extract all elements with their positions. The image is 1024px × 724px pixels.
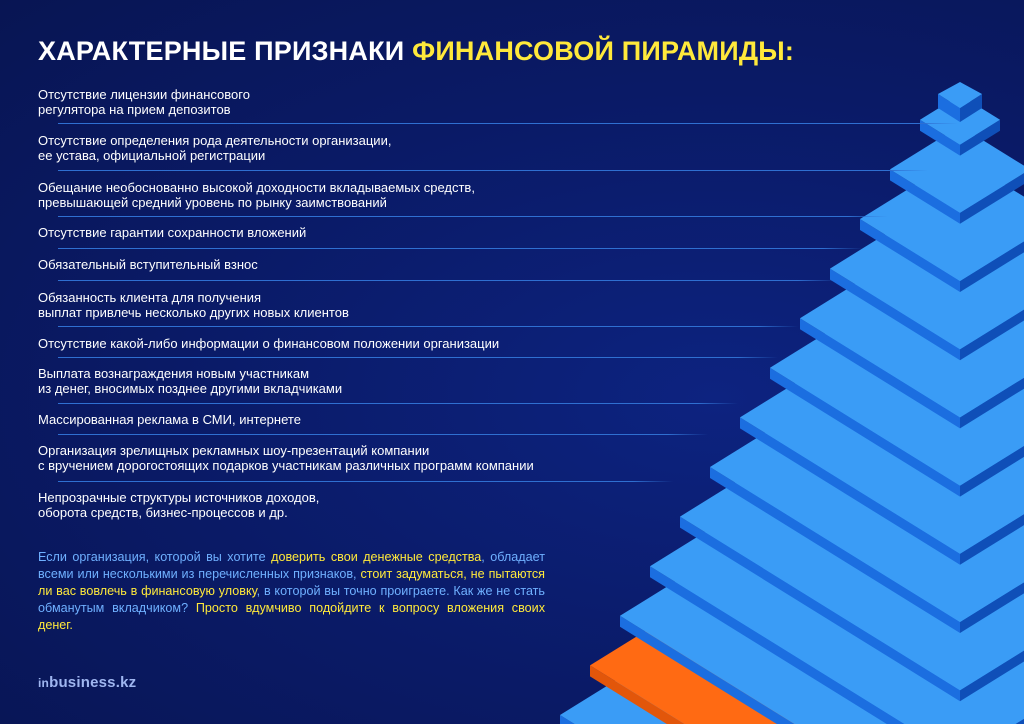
sign-item-4: Отсутствие гарантии сохранности вложений xyxy=(38,225,307,240)
sign-item-5: Обязательный вступительный взнос xyxy=(38,257,258,272)
divider xyxy=(58,403,698,404)
sign-item-3: Обещание необоснованно высокой доходности вкладываемых средств, превышающей средний уровень по рынку заимствований xyxy=(38,180,475,210)
sign-item-7: Отсутствие какой-либо информации о финансовом положении организации xyxy=(38,336,500,351)
sign-item-6: Обязанность клиента для получения выплат привлечь несколько других новых клиентов xyxy=(38,290,349,320)
divider xyxy=(58,280,798,281)
logo-name: business.kz xyxy=(49,674,137,691)
page-title xyxy=(38,36,794,67)
sign-item-1: Отсутствие лицензии финансового регулятора на прием депозитов xyxy=(38,87,250,117)
sign-item-10: Организация зрелищных рекламных шоу-презентаций компании с вручением дорогостоящих подарков участникам различных программ компании xyxy=(38,443,534,473)
title-highlight-part: ФИНАНСОВОЙ ПИРАМИДЫ: xyxy=(412,36,795,66)
sign-item-9: Массированная реклама в СМИ, интернете xyxy=(38,412,301,427)
divider xyxy=(58,170,888,171)
site-logo xyxy=(38,674,136,691)
divider xyxy=(58,357,738,358)
divider xyxy=(58,434,668,435)
sign-item-2: Отсутствие определения рода деятельности организации, ее устава, официальной регистрации xyxy=(38,133,392,163)
divider xyxy=(58,123,918,124)
title-white-part: ХАРАКТЕРНЫЕ ПРИЗНАКИ xyxy=(38,36,405,66)
sign-item-11: Непрозрачные структуры источников доходов, оборота средств, бизнес-процессов и др. xyxy=(38,490,320,520)
advice-note: Если организация, которой вы хотите доверить свои денежные средства, обладает всеми или несколькими из перечисленных признаков, стоит задуматься, не пытаются ли вас вовлечь в финансовую уловку, в которой вы точно проиграете. Как же не стать обманутым вкладчиком? Просто вдумчиво подойдите к вопросу вложения своих денег. xyxy=(38,550,545,632)
divider xyxy=(58,216,848,217)
divider xyxy=(58,326,758,327)
divider xyxy=(58,248,823,249)
logo-prefix: in xyxy=(38,676,50,690)
sign-item-8: Выплата вознаграждения новым участникам из денег, вносимых позднее другими вкладчиками xyxy=(38,366,343,396)
divider xyxy=(58,481,633,482)
